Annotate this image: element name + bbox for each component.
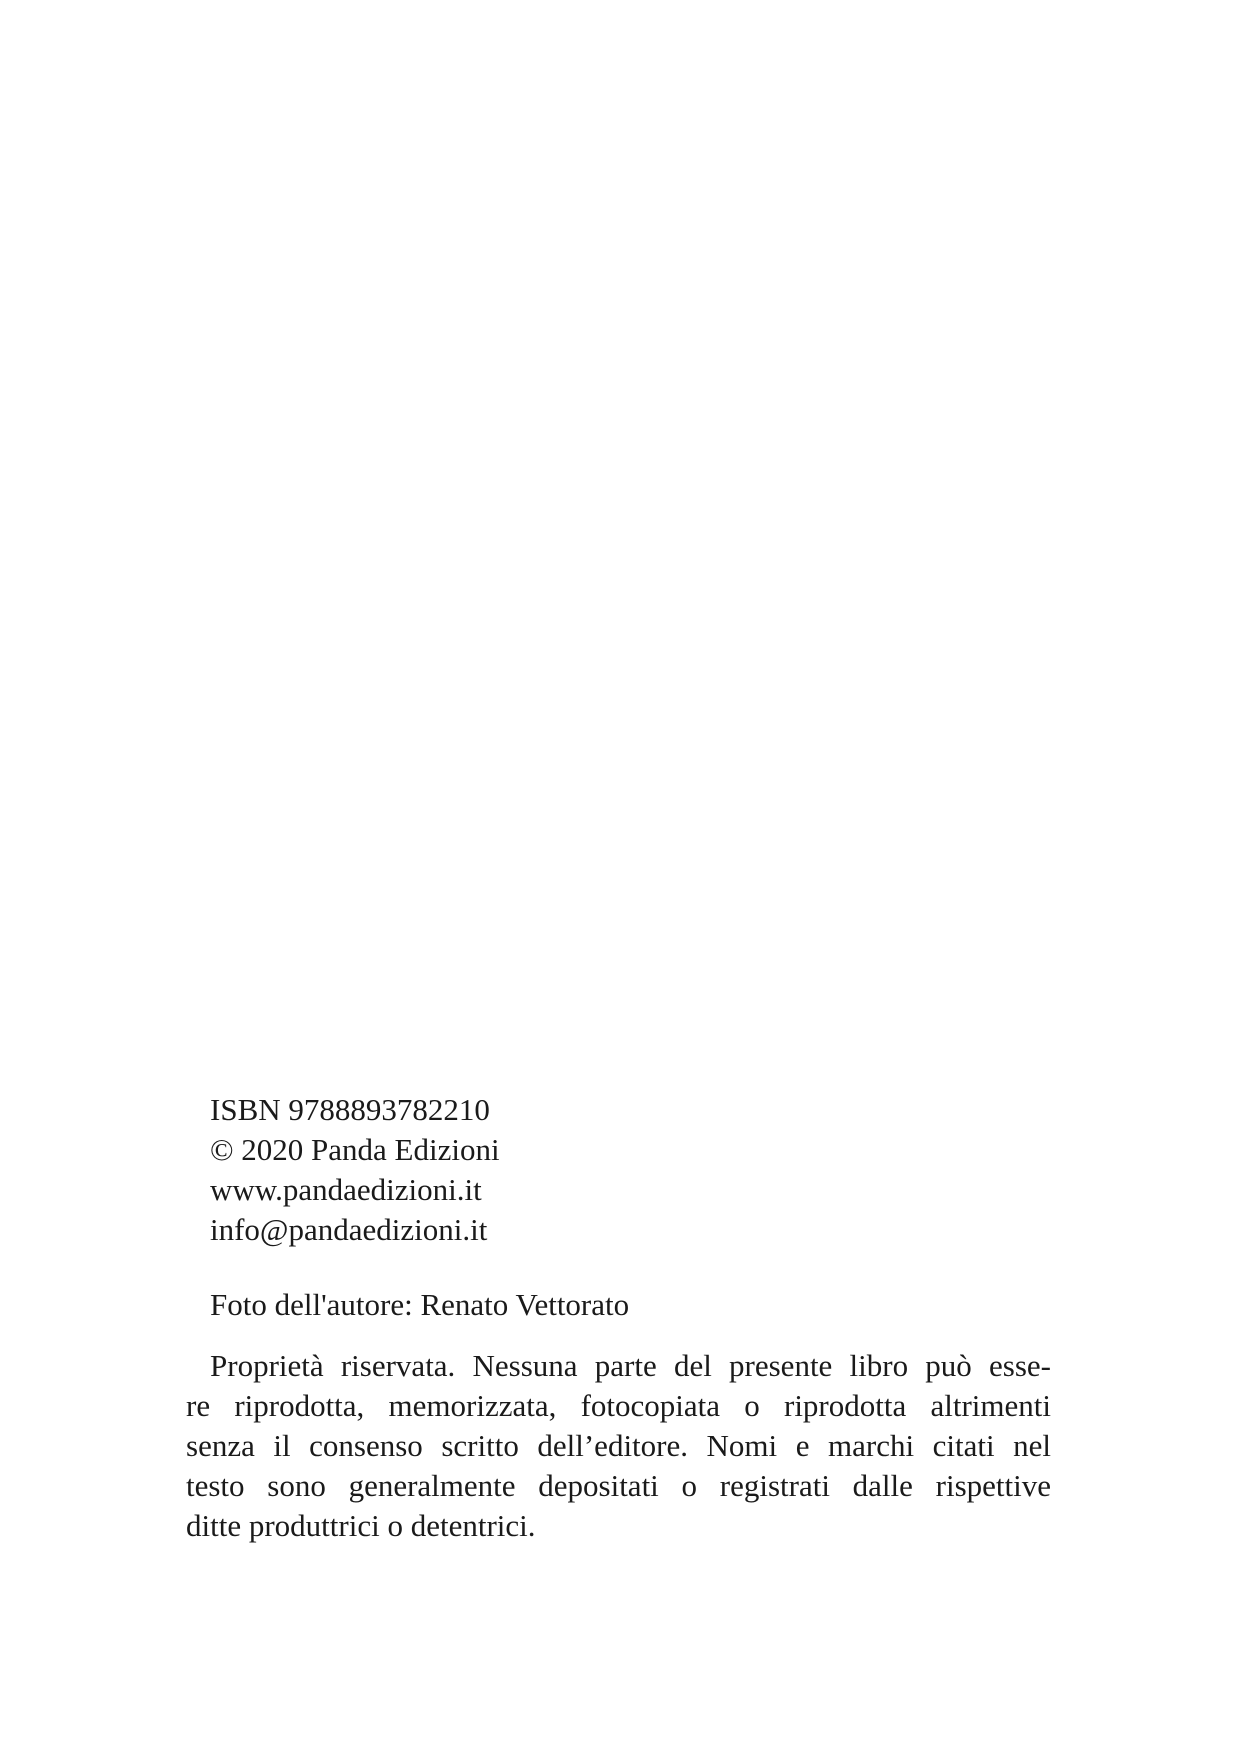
- isbn-line: ISBN 9788893782210: [210, 1092, 490, 1127]
- rights-line: ditte produttrici o detentrici.: [186, 1508, 536, 1543]
- email-line: info@pandaedizioni.it: [210, 1212, 488, 1247]
- photo-credit: Foto dell'autore: Renato Vettorato: [210, 1287, 630, 1322]
- colophon-block: [186, 1090, 1051, 1250]
- copyright-line: © 2020 Panda Edizioni: [210, 1132, 500, 1167]
- rights-line: re riprodotta, memorizzata, fotocopiata o riprodotta altrimenti: [186, 1388, 1051, 1423]
- rights-line: senza il consenso scritto dell’editore. Nomi e marchi citati nel: [186, 1428, 1051, 1463]
- rights-notice: [186, 1346, 1051, 1546]
- rights-line: Proprietà riservata. Nessuna parte del presente libro può esse-: [210, 1348, 1051, 1383]
- website-line: www.pandaedizioni.it: [210, 1172, 482, 1207]
- rights-line: testo sono generalmente depositati o registrati dalle rispettive: [186, 1468, 1051, 1503]
